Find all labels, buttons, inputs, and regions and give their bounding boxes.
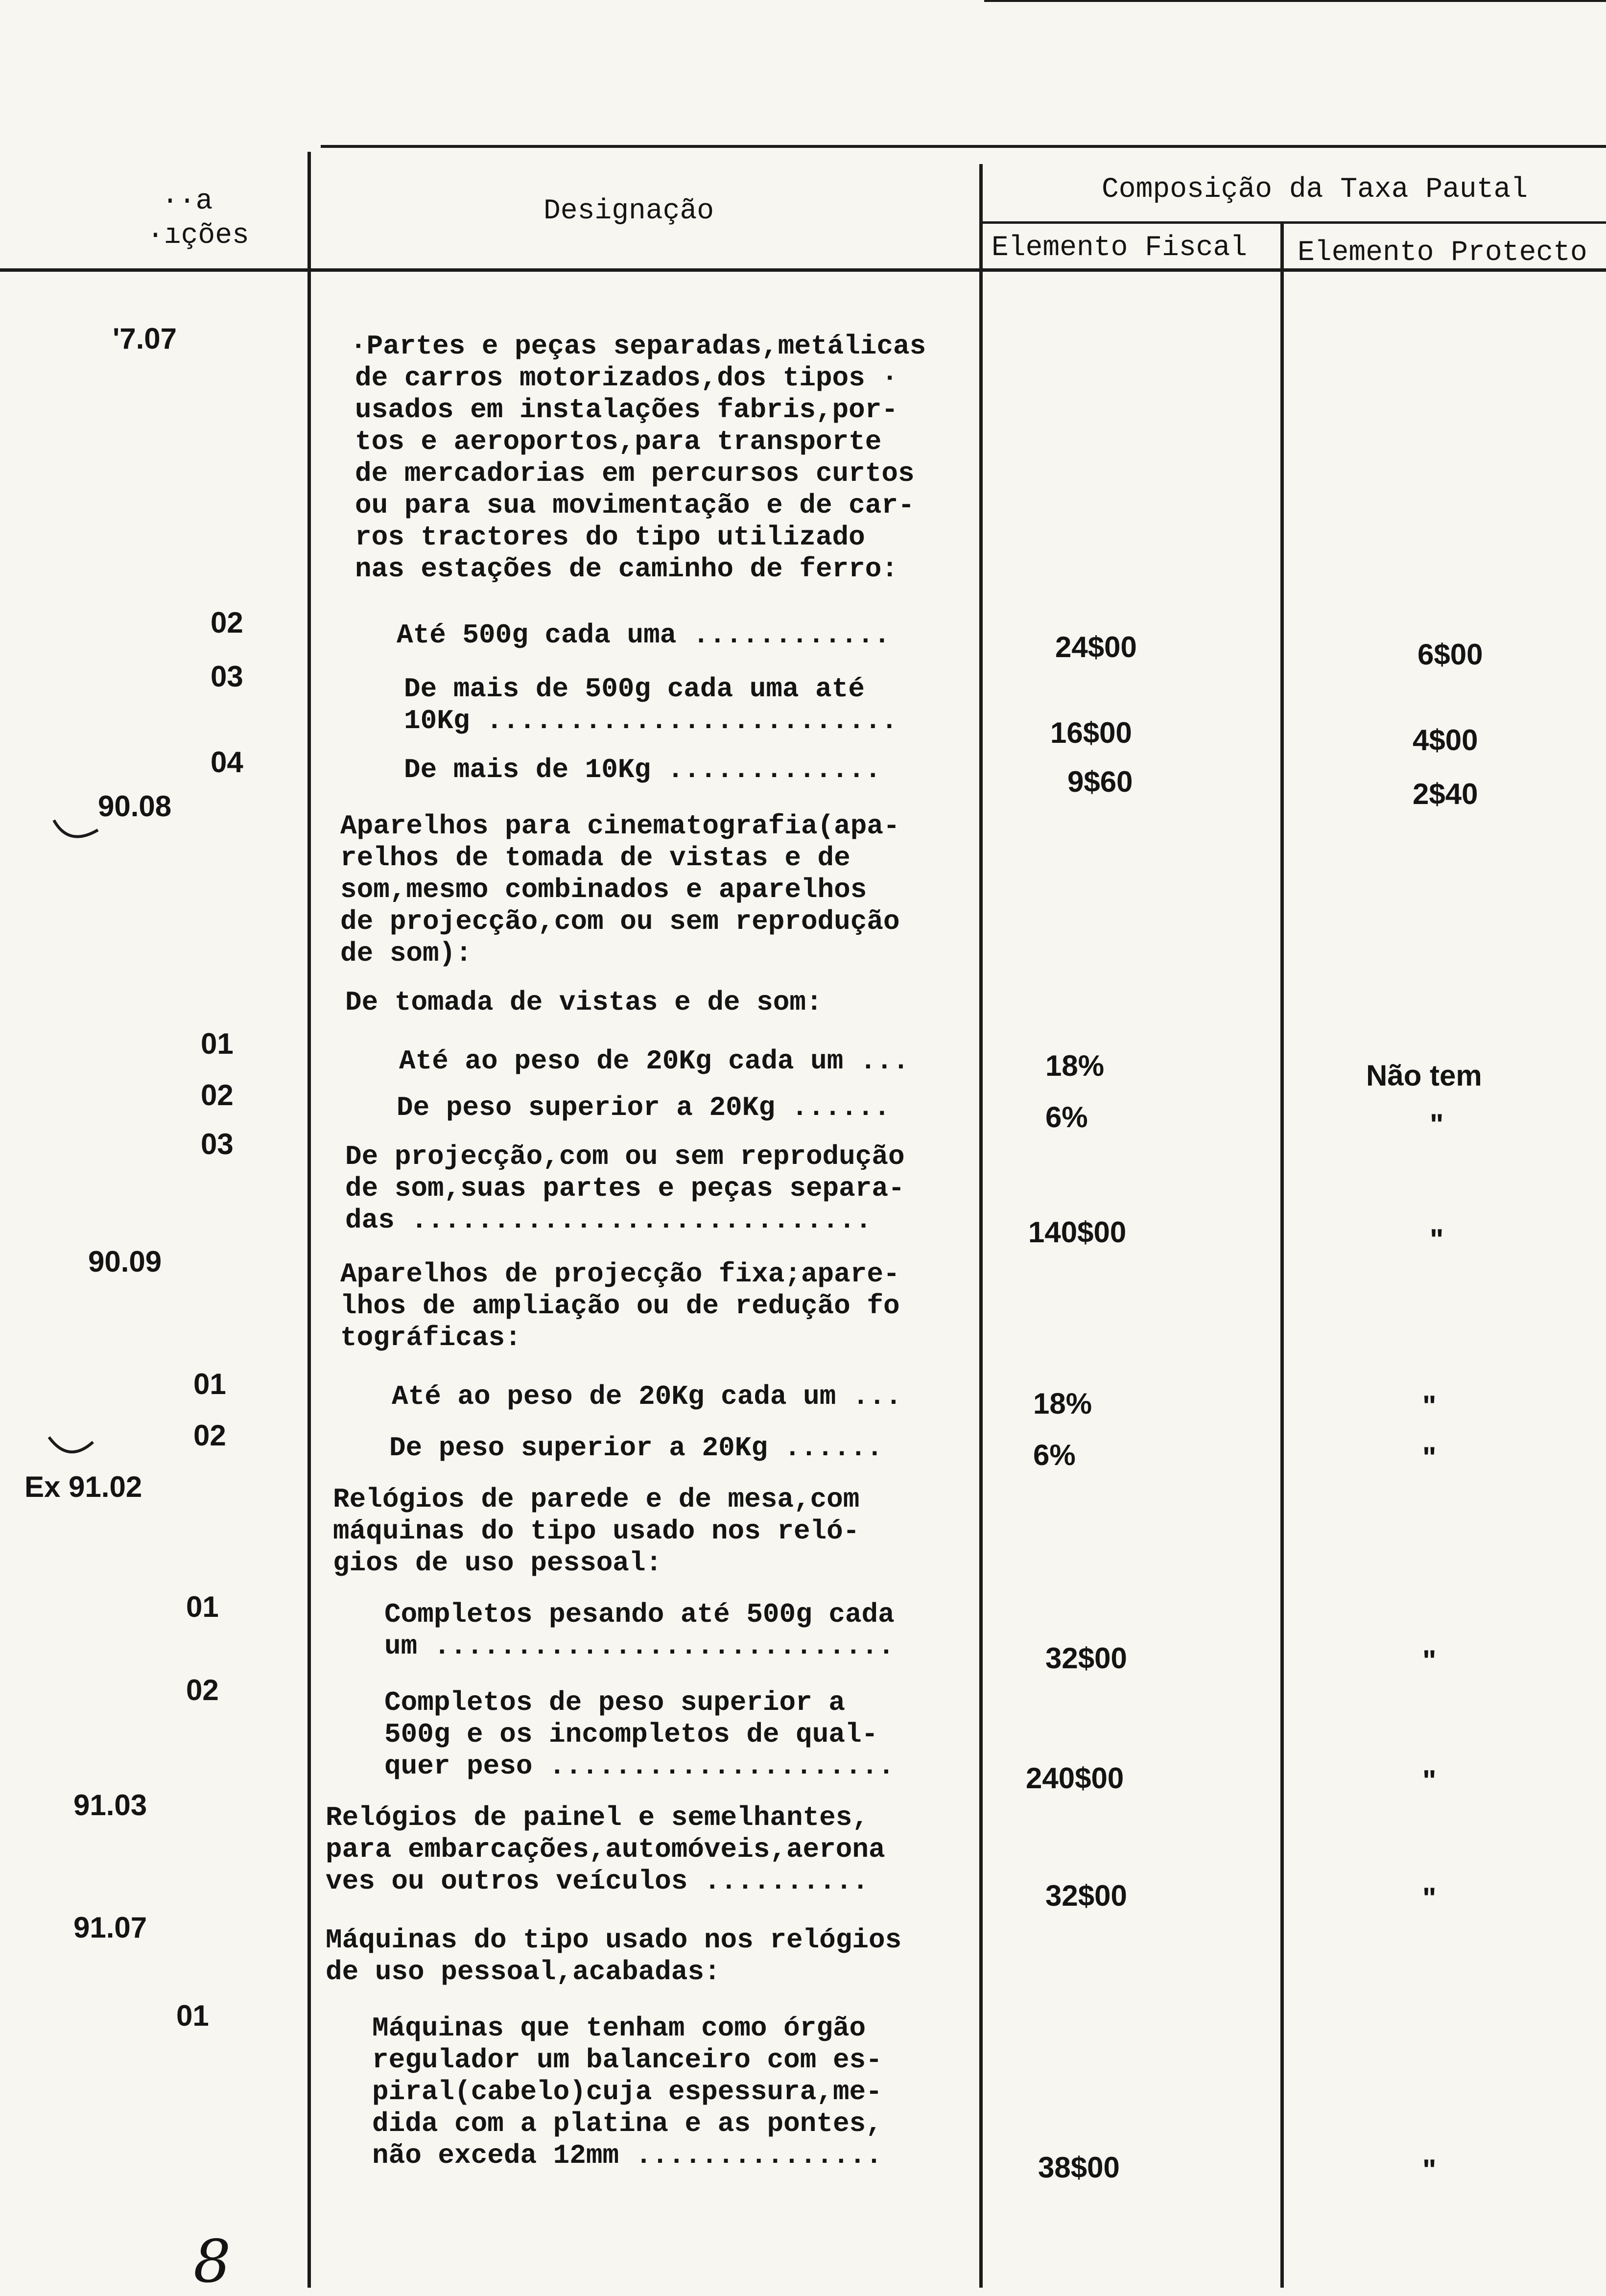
fiscal-8707-04: 9$60 (1067, 765, 1133, 798)
header-col1-line1: ··a (162, 186, 213, 217)
desc-8707-l2: de carros motorizados,dos tipos · (355, 362, 898, 394)
fiscal-9103: 32$00 (1045, 1879, 1127, 1912)
code-9008-02: 02 (201, 1079, 234, 1112)
desc-9008-subhead: De tomada de vistas e de som: (345, 987, 823, 1018)
desc-9008-l5: de som): (340, 938, 472, 969)
desc-8707-l3: usados em instalações fabris,por- (355, 394, 898, 426)
code-9103: 91.03 (73, 1789, 147, 1822)
fiscal-9107-01: 38$00 (1038, 2151, 1120, 2184)
desc-9008-l4: de projecção,com ou sem reprodução (340, 906, 900, 937)
fiscal-9008-02: 6% (1045, 1101, 1088, 1134)
desc-8707-l8: nas estações de caminho de ferro: (355, 553, 898, 585)
desc-9008-01: Até ao peso de 20Kg cada um ... (399, 1045, 909, 1077)
protector-8707-03: 4$00 (1413, 724, 1478, 757)
desc-9102-l3: gios de uso pessoal: (333, 1547, 662, 1579)
subheader-rule (979, 221, 1606, 224)
header-protector: Elemento Protecto (1298, 237, 1587, 269)
header-composicao: Composição da Taxa Pautal (1102, 174, 1528, 206)
protector-8707-04: 2$40 (1413, 778, 1478, 810)
code-8707-04: 04 (211, 746, 243, 779)
desc-9008-l1: Aparelhos para cinematografia(apa- (340, 810, 900, 842)
desc-9107-01-l4: dida com a platina e as pontes, (372, 2108, 882, 2139)
top-rule (321, 145, 1606, 148)
desc-8707-03-l1: De mais de 500g cada uma até (404, 673, 865, 705)
desc-8707-02: Até 500g cada uma ............ (397, 619, 891, 651)
desc-9009-l3: tográficas: (340, 1322, 521, 1353)
desc-9107-01-l1: Máquinas que tenham como órgão (372, 2012, 866, 2044)
desc-8707-l4: tos e aeroportos,para transporte (355, 426, 882, 457)
code-9107: 91.07 (73, 1911, 147, 1944)
code-8707: '7.07 (113, 322, 177, 355)
protector-9102-01: " (1422, 1644, 1437, 1677)
code-8707-02: 02 (211, 606, 243, 639)
fiscal-9008-03: 140$00 (1028, 1216, 1127, 1249)
protector-9103: " (1422, 1882, 1437, 1915)
desc-9008-03-l1: De projecção,com ou sem reprodução (345, 1141, 905, 1172)
fiscal-9009-02: 6% (1033, 1439, 1076, 1471)
code-9107-01: 01 (176, 1999, 209, 2032)
desc-9009-02: De peso superior a 20Kg ...... (389, 1432, 883, 1464)
handwritten-check-mark-2 (44, 1435, 103, 1474)
desc-9107-01-l5: não exceda 12mm ............... (372, 2140, 882, 2171)
protector-9009-02: " (1422, 1441, 1437, 1474)
header-fiscal: Elemento Fiscal (992, 232, 1248, 264)
desc-9008-l2: relhos de tomada de vistas e de (340, 842, 850, 874)
fiscal-9009-01: 18% (1033, 1387, 1092, 1420)
desc-9102-l2: máquinas do tipo usado nos reló- (333, 1515, 860, 1547)
desc-9102-02-l3: quer peso ..................... (384, 1751, 895, 1782)
header-bottom-rule (0, 268, 1606, 272)
protector-8707-02: 6$00 (1417, 638, 1483, 671)
desc-8707-l1: ·Partes e peças separadas,metálicas (350, 331, 926, 362)
header-col1-line2: ·ıções (147, 220, 249, 252)
top-right-stub (984, 0, 1606, 2)
desc-8707-03-l2: 10Kg ......................... (404, 705, 898, 736)
handwritten-check-mark-1 (49, 813, 108, 852)
fiscal-9102-01: 32$00 (1045, 1642, 1127, 1675)
desc-9102-l1: Relógios de parede e de mesa,com (333, 1484, 860, 1515)
desc-8707-04: De mais de 10Kg ............. (404, 754, 881, 785)
desc-9102-02-l1: Completos de peso superior a (384, 1687, 845, 1718)
desc-9009-l1: Aparelhos de projecção fixa;apare- (340, 1258, 900, 1290)
fiscal-8707-03: 16$00 (1050, 716, 1132, 749)
protector-9008-03: " (1430, 1223, 1444, 1256)
desc-9103-l1: Relógios de painel e semelhantes, (326, 1802, 869, 1833)
fiscal-9008-01: 18% (1045, 1049, 1105, 1082)
protector-9008-02: " (1430, 1108, 1444, 1141)
desc-9008-l3: som,mesmo combinados e aparelhos (340, 874, 867, 905)
code-9008-03: 03 (201, 1128, 234, 1160)
code-9008: 90.08 (98, 790, 172, 823)
col-rule-right (1280, 221, 1284, 2288)
desc-9107-l2: de uso pessoal,acabadas: (326, 1956, 721, 1988)
protector-9102-02: " (1422, 1764, 1437, 1797)
code-9102-02: 02 (186, 1674, 219, 1706)
desc-9107-l1: Máquinas do tipo usado nos relógios (326, 1924, 902, 1956)
desc-9008-03-l3: das ............................ (345, 1205, 872, 1236)
fiscal-8707-02: 24$00 (1055, 631, 1137, 663)
desc-9102-01-l1: Completos pesando até 500g cada (384, 1599, 895, 1630)
desc-9102-02-l2: 500g e os incompletos de qual- (384, 1719, 878, 1750)
desc-9009-01: Até ao peso de 20Kg cada um ... (392, 1381, 902, 1412)
code-9008-01: 01 (201, 1027, 234, 1060)
desc-9008-03-l2: de som,suas partes e peças separa- (345, 1173, 905, 1204)
code-9009-02: 02 (193, 1419, 226, 1452)
fiscal-9102-02: 240$00 (1026, 1762, 1124, 1795)
code-8707-03: 03 (211, 660, 243, 693)
desc-9009-l2: lhos de ampliação ou de redução fo (340, 1290, 900, 1322)
desc-9103-l3: ves ou outros veículos .......... (326, 1866, 869, 1897)
desc-8707-l7: ros tractores do tipo utilizado (355, 521, 865, 553)
code-9102-01: 01 (186, 1590, 219, 1623)
code-9009: 90.09 (88, 1245, 162, 1278)
desc-8707-l6: ou para sua movimentação e de car- (355, 490, 915, 521)
protector-9107-01: " (1422, 2154, 1437, 2186)
handwritten-page-mark: 8 (193, 2228, 231, 2296)
col-rule-left (307, 152, 311, 2288)
code-9009-01: 01 (193, 1368, 226, 1400)
protector-9009-01: " (1422, 1390, 1437, 1422)
header-designacao: Designação (543, 195, 714, 227)
desc-9103-l2: para embarcações,automóveis,aerona (326, 1834, 885, 1865)
desc-9107-01-l3: piral(cabelo)cuja espessura,me- (372, 2076, 882, 2107)
col-rule-mid (979, 164, 983, 2288)
protector-9008-01: Não tem (1366, 1059, 1482, 1092)
code-9102: Ex 91.02 (24, 1470, 142, 1503)
desc-9008-02: De peso superior a 20Kg ...... (397, 1092, 891, 1123)
desc-9107-01-l2: regulador um balanceiro com es- (372, 2044, 882, 2076)
desc-9102-01-l2: um ............................ (384, 1631, 895, 1662)
desc-8707-l5: de mercadorias em percursos curtos (355, 458, 915, 489)
